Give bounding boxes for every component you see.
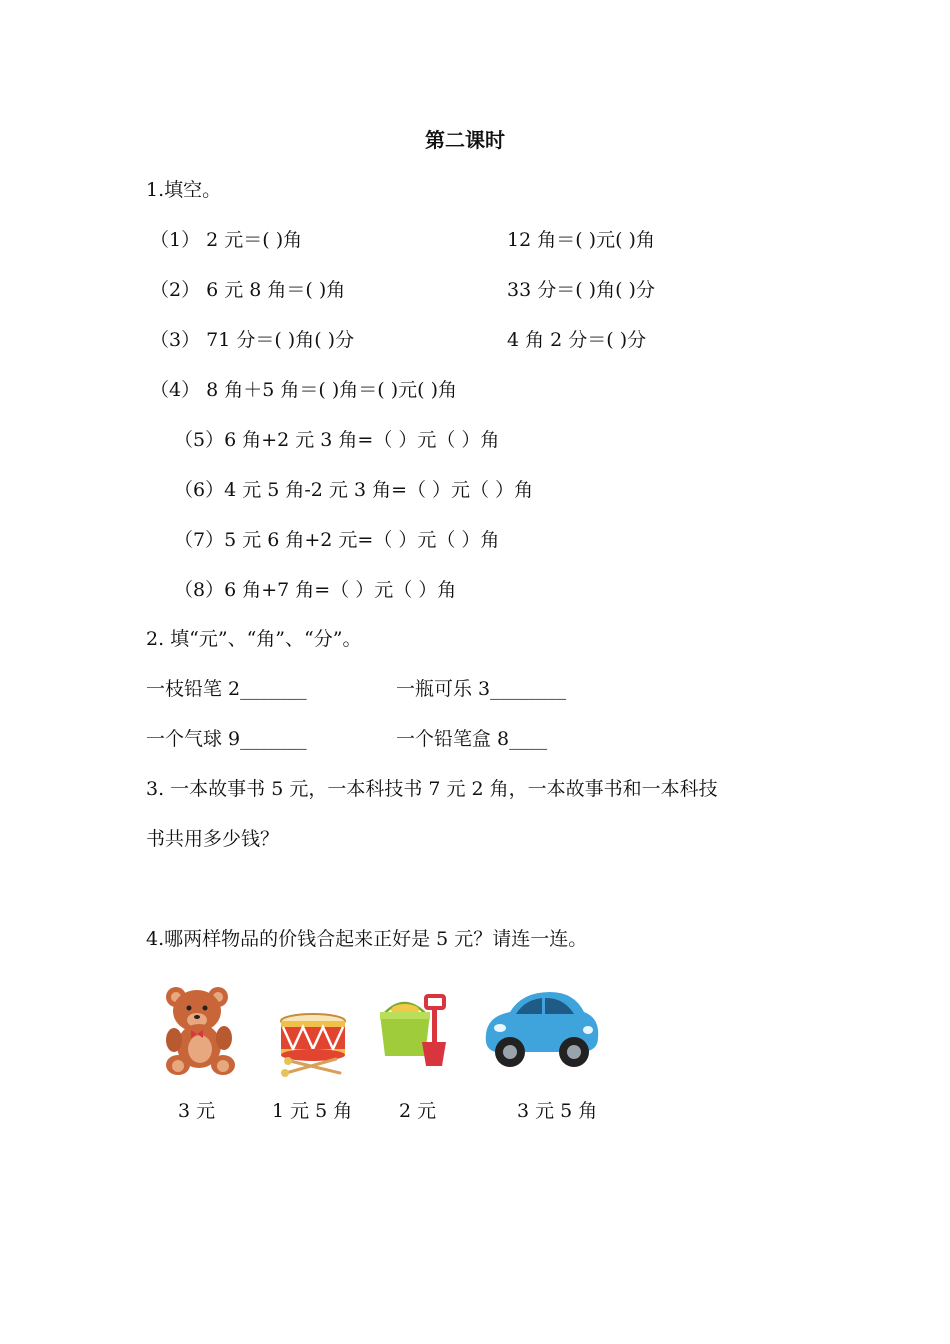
drum-icon (276, 1011, 350, 1077)
q4-heading: 4.哪两样物品的价钱合起来正好是 5 元？请连一连。 (146, 928, 588, 950)
q3-line-1: 3. 一本故事书 5 元，一本科技书 7 元 2 角，一本故事书和一本科技 (146, 778, 718, 800)
q1-sub-row-8: （8）6 角+7 角=（ ）元（ ）角 (174, 579, 457, 601)
price-teddy-bear: 3 元 (178, 1100, 216, 1122)
q1-row-2-left: （2） 6 元 8 角＝( )角 (150, 279, 346, 301)
toy-car-icon (480, 986, 602, 1072)
price-sand-bucket: 2 元 (399, 1100, 437, 1122)
q2-item-2-right: 一个铅笔盒 8____ (396, 728, 548, 750)
teddy-bear-icon (160, 983, 244, 1077)
q1-row-4-left: （4） 8 角＋5 角＝( )角＝( )元( )角 (150, 379, 457, 401)
q3-line-2: 书共用多少钱？ (146, 828, 280, 850)
q1-row-1-right: 12 角＝( )元( )角 (507, 229, 655, 251)
q1-row-2-right: 33 分＝( )角( )分 (507, 279, 655, 301)
q1-sub-row-6: （6）4 元 5 角-2 元 3 角=（ ）元（ ）角 (174, 479, 534, 501)
q1-row-3-left: （3） 71 分＝( )角( )分 (150, 329, 355, 351)
q1-row-3-right: 4 角 2 分＝( )分 (507, 329, 647, 351)
price-drum: 1 元 5 角 (272, 1100, 353, 1122)
q1-sub-row-5: （5）6 角+2 元 3 角=（ ）元（ ）角 (174, 429, 500, 451)
q2-item-2-left: 一个气球 9_______ (146, 728, 307, 750)
q1-sub-row-7: （7）5 元 6 角+2 元=（ ）元（ ）角 (174, 529, 500, 551)
sand-bucket-icon (376, 994, 450, 1070)
q2-heading: 2. 填“元”、“角”、“分”。 (146, 628, 362, 650)
q1-row-1-left: （1） 2 元＝( )角 (150, 229, 303, 251)
q2-item-1-right: 一瓶可乐 3________ (396, 678, 567, 700)
q2-item-1-left: 一枝铅笔 2_______ (146, 678, 307, 700)
price-toy-car: 3 元 5 角 (517, 1100, 598, 1122)
q1-heading: 1.填空。 (146, 179, 222, 201)
page-title: 第二课时 (425, 128, 505, 152)
